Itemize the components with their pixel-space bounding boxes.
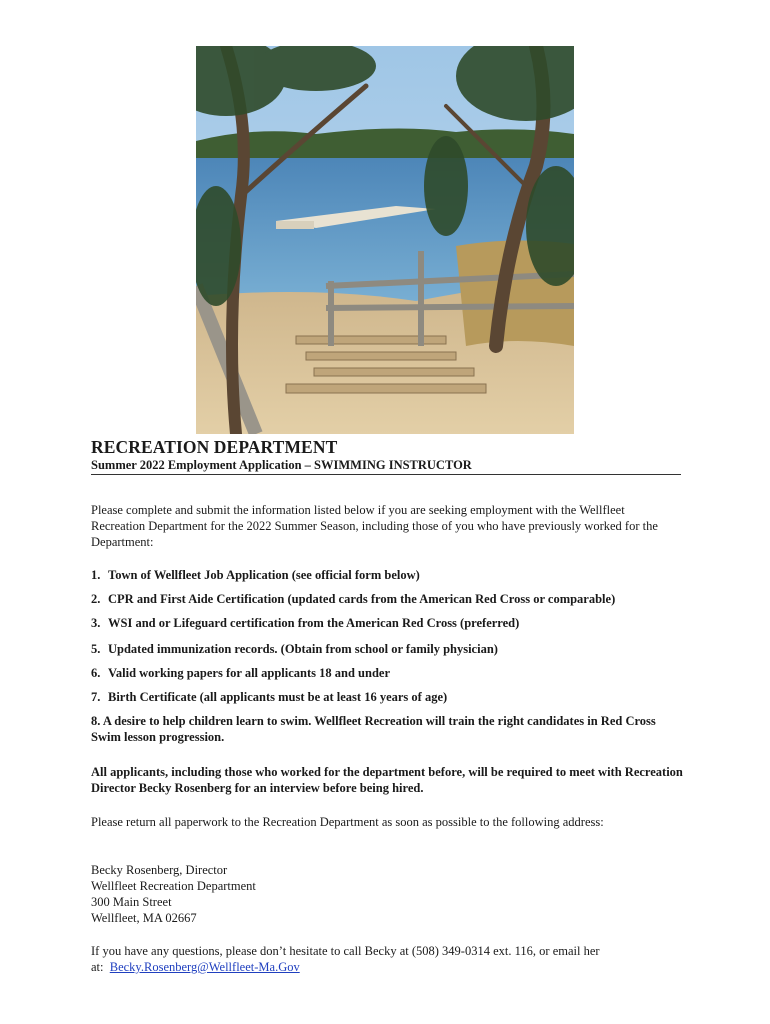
requirement-item: 5. Updated immunization records. (Obtain from school or family physician) [91,642,498,656]
address-line: 300 Main Street [91,895,172,909]
requirement-item: 7. Birth Certificate (all applicants must be at least 16 years of age) [91,690,448,704]
requirement-item: 8. A desire to help children learn to swim. Wellfleet Recreation will train the right candidates in Red Cross Swim lesson progression. [91,714,656,744]
contact-paragraph: If you have any questions, please don’t hesitate to call Becky at (508) 349-0314 ext. 116, or email her at: Becky.Rosenberg@Wellfleet-Ma.Gov [91,944,600,974]
lake-photo [196,46,574,434]
address-line: Wellfleet Recreation Department [91,879,256,893]
requirement-item: 2. CPR and First Aide Certification (updated cards from the American Red Cross or comparable) [91,592,616,606]
requirement-item: 3. WSI and or Lifeguard certification from the American Red Cross (preferred) [91,616,520,630]
mailing-address [91,862,631,926]
address-line: Becky Rosenberg, Director [91,863,228,877]
page-subtitle: Summer 2022 Employment Application – SWIMMING INSTRUCTOR [91,458,681,475]
interview-notice: All applicants, including those who worked for the department before, will be required to meet with Recreation Director Becky Rosenberg for an interview before being hired. [91,765,683,795]
intro-paragraph: Please complete and submit the information listed below if you are seeking employment with the Wellfleet Recreation Department for the 2022 Summer Season, including those of you who have previously worked for the Department: [91,503,658,549]
requirement-item: 6. Valid working papers for all applicants 18 and under [91,666,391,680]
requirement-item: 1. Town of Wellfleet Job Application (see official form below) [91,568,420,582]
return-notice: Please return all paperwork to the Recreation Department as soon as possible to the following address: [91,815,604,829]
page-title: RECREATION DEPARTMENT [91,437,338,457]
email-link[interactable]: Becky.Rosenberg@Wellfleet-Ma.Gov [109,960,300,974]
address-line: Wellfleet, MA 02667 [91,911,197,925]
